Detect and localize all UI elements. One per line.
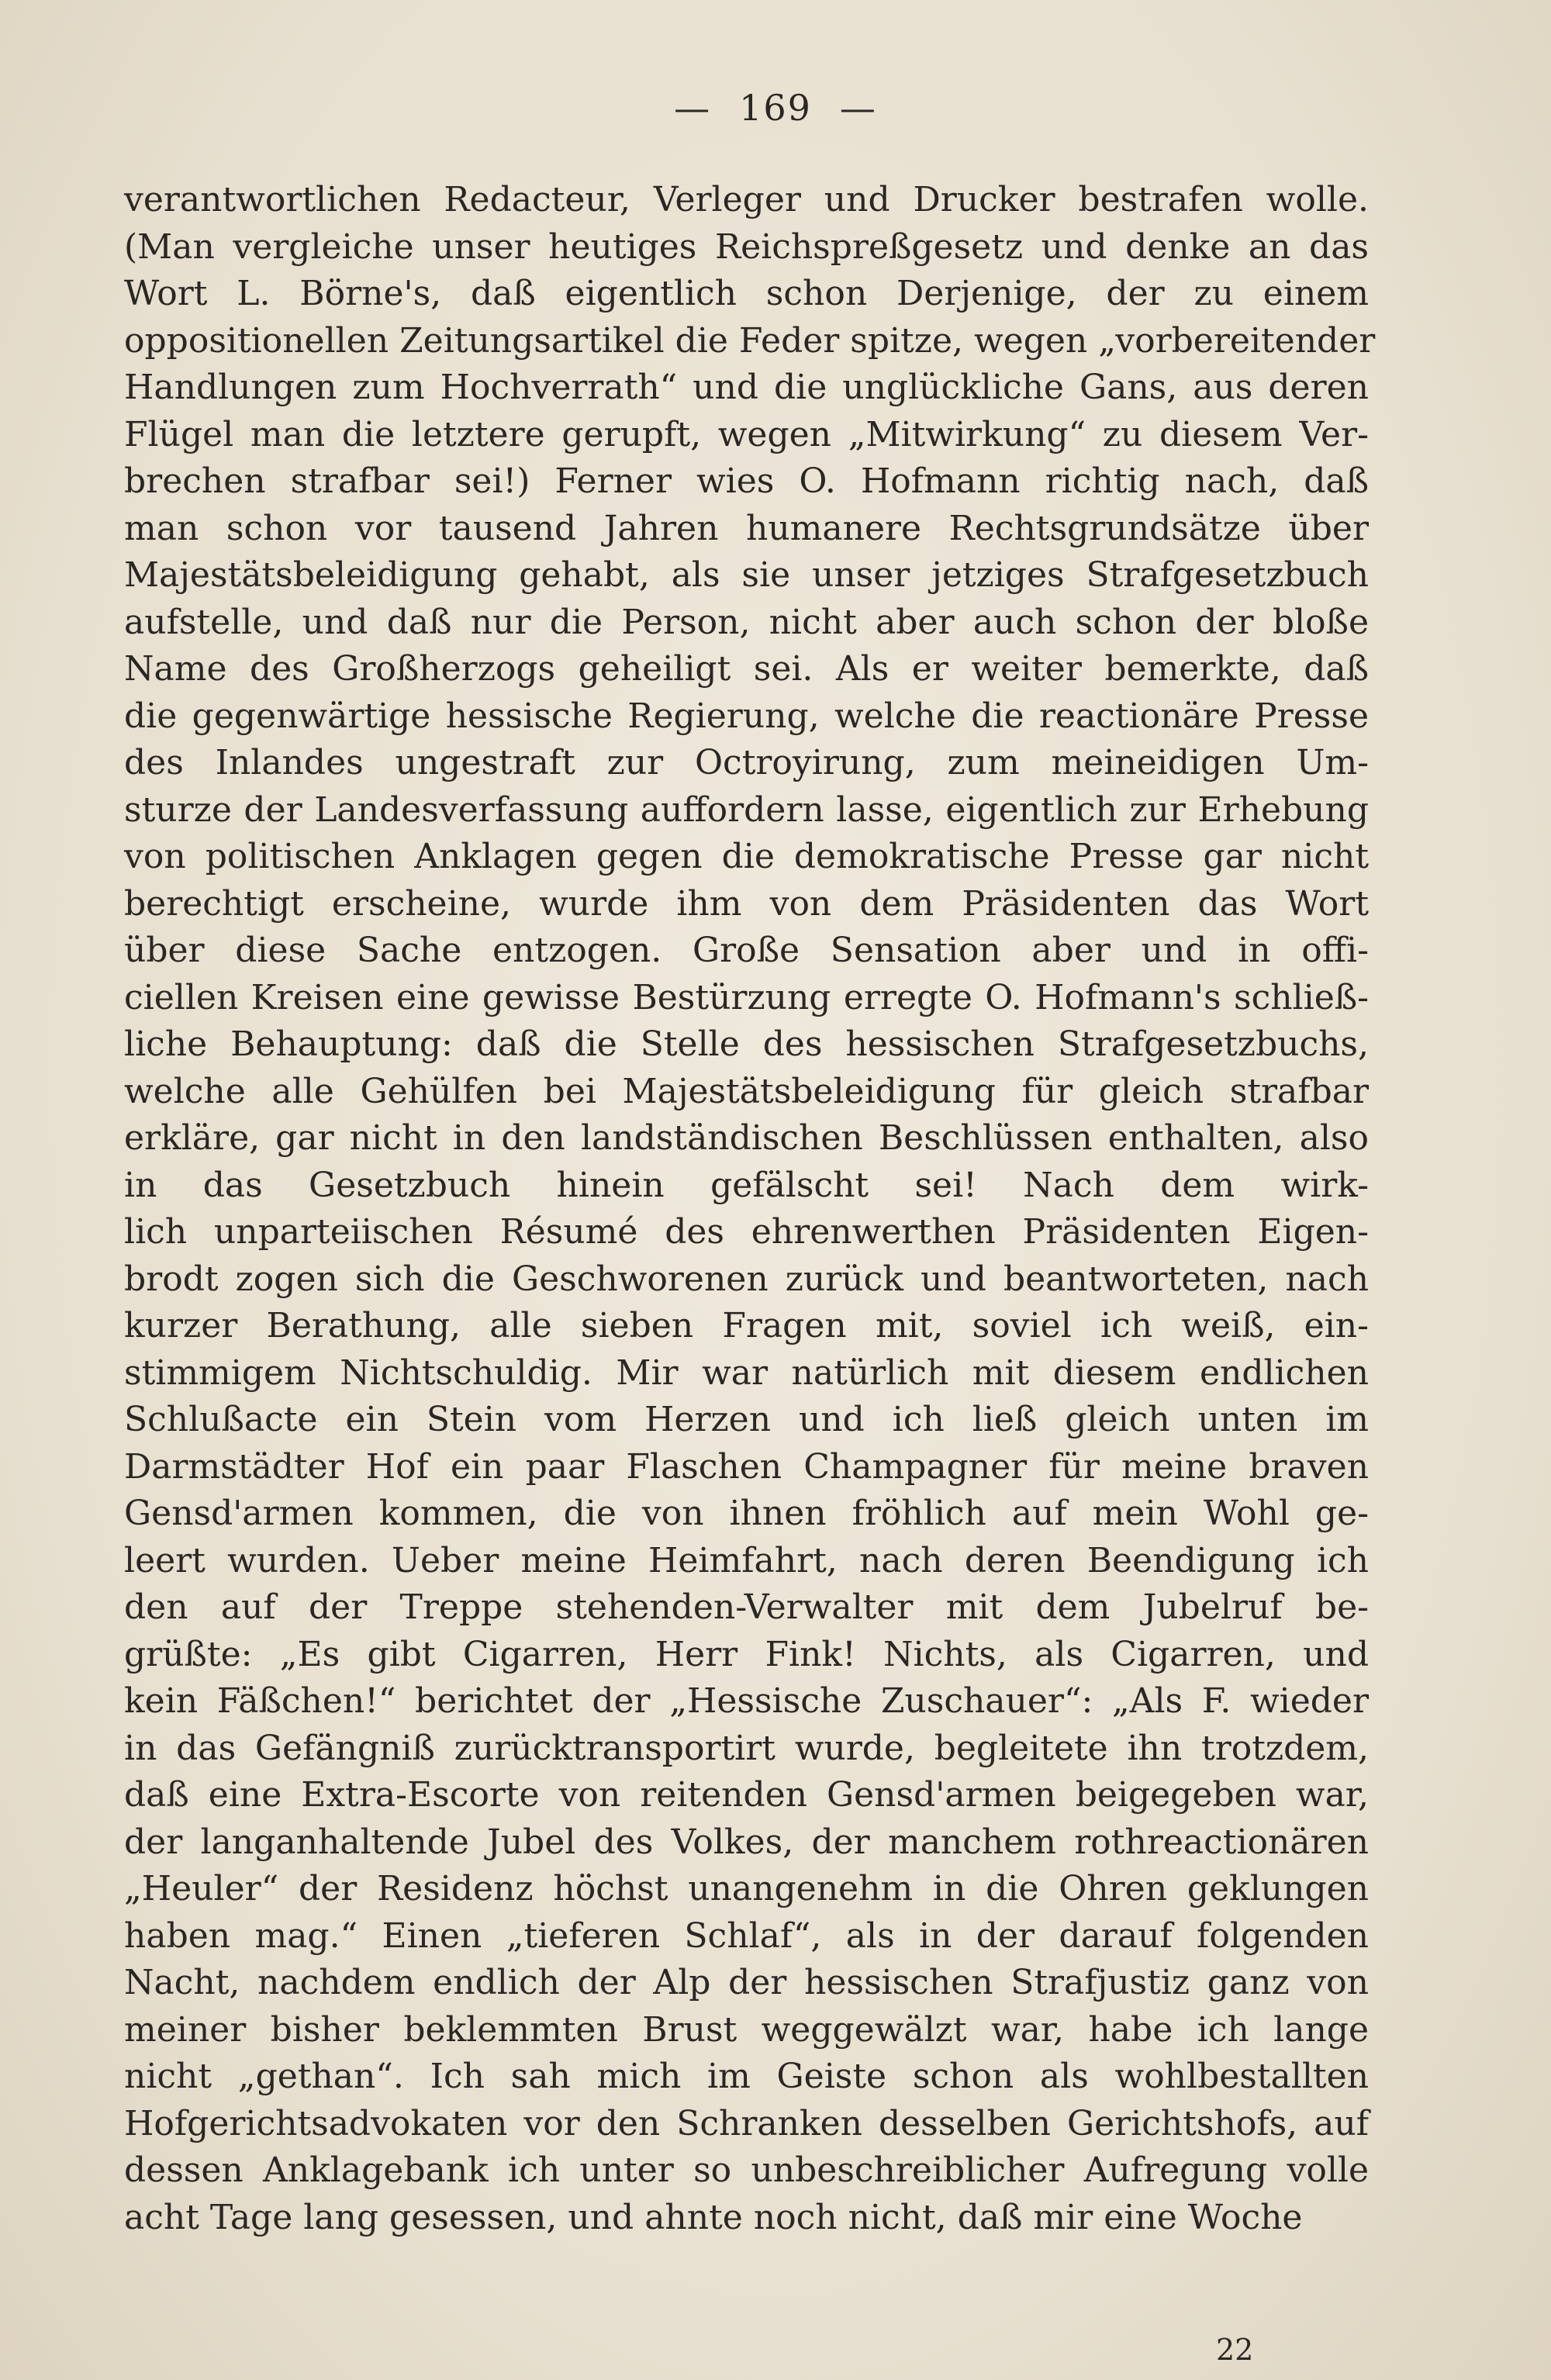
text-line: (Man vergleiche unser heutiges Reichspreßgesetz und denke an das <box>124 226 1369 267</box>
printer-signature-mark: 22 <box>1216 2333 1254 2367</box>
text-line: Name des Großherzogs geheiligt sei. Als er weiter bemerkte, daß <box>124 649 1369 689</box>
text-line: daß eine Extra-Escorte von reitenden Gensd'armen beigegeben war, <box>124 1775 1369 1815</box>
header-dash-right: — <box>839 87 877 129</box>
text-line: stimmigem Nichtschuldig. Mir war natürlich mit diesem endlichen <box>124 1352 1369 1393</box>
text-line: welche alle Gehülfen bei Majestätsbeleidigung für gleich strafbar <box>124 1071 1369 1111</box>
text-line: Wort L. Börne's, daß eigentlich schon Derjenige, der zu einem <box>124 274 1369 313</box>
text-line: Handlungen zum Hochverrath“ und die unglückliche Gans, aus deren <box>124 368 1369 407</box>
text-line: erkläre, gar nicht in den landständischen Beschlüssen enthalten, also <box>124 1118 1369 1158</box>
text-line: sturze der Landesverfassung auffordern lasse, eigentlich zur Erhebung <box>124 789 1369 830</box>
text-line: verantwortlichen Redacteur, Verleger und Drucker bestrafen wolle. <box>124 180 1369 219</box>
text-line: meiner bisher beklemmten Brust weggewälzt war, habe ich lange <box>124 2009 1369 2050</box>
text-line: von politischen Anklagen gegen die demokratische Presse gar nicht <box>124 837 1369 876</box>
text-line: Flügel man die letztere gerupft, wegen „Mitwirkung“ zu diesem Ver- <box>124 414 1369 454</box>
text-line: liche Behauptung: daß die Stelle des hessischen Strafgesetzbuchs, <box>124 1024 1369 1064</box>
text-line: Nacht, nachdem endlich der Alp der hessischen Strafjustiz ganz von <box>124 1963 1369 2002</box>
text-line: brodt zogen sich die Geschworenen zurück und beantworteten, nach <box>124 1259 1369 1299</box>
text-line: der langanhaltende Jubel des Volkes, der manchem rothreactionären <box>124 1822 1369 1862</box>
text-line: oppositionellen Zeitungsartikel die Feder spitze, wegen „vorbereitender <box>124 320 1376 361</box>
text-line: die gegenwärtige hessische Regierung, welche die reactionäre Presse <box>124 696 1369 736</box>
text-line: Hofgerichtsadvokaten vor den Schranken desselben Gerichtshofs, auf <box>124 2103 1369 2143</box>
header-dash-left: — <box>674 87 712 129</box>
text-line: den auf der Treppe stehenden-Verwalter mit dem Jubelruf be- <box>124 1587 1369 1627</box>
text-line: aufstelle, und daß nur die Person, nicht aber auch schon der bloße <box>124 602 1369 642</box>
text-line: in das Gesetzbuch hinein gefälscht sei! Nach dem wirk- <box>124 1165 1369 1205</box>
text-line: berechtigt erscheine, wurde ihm von dem Präsidenten das Wort <box>124 883 1369 924</box>
text-line: ciellen Kreisen eine gewisse Bestürzung erregte O. Hofmann's schließ- <box>124 977 1369 1017</box>
text-line: kein Fäßchen!“ berichtet der „Hessische Zuschauer“: „Als F. wieder <box>124 1681 1369 1721</box>
body-text <box>124 177 1376 2241</box>
text-line: über diese Sache entzogen. Große Sensation aber und in offi- <box>124 931 1369 970</box>
text-line: Gensd'armen kommen, die von ihnen fröhlich auf mein Wohl ge- <box>124 1494 1369 1533</box>
page-number: 169 <box>739 87 812 129</box>
text-line: Majestätsbeleidigung gehabt, als sie unser jetziges Strafgesetzbuch <box>124 555 1369 595</box>
text-line: brechen strafbar sei!) Ferner wies O. Hofmann richtig nach, daß <box>124 461 1369 501</box>
page-header <box>0 87 1551 129</box>
text-line: in das Gefängniß zurücktransportirt wurde, begleitete ihn trotzdem, <box>124 1728 1369 1768</box>
text-line: lich unparteiischen Résumé des ehrenwerthen Präsidenten Eigen- <box>124 1212 1369 1252</box>
text-line: haben mag.“ Einen „tieferen Schlaf“, als in der darauf folgenden <box>124 1915 1369 1956</box>
text-line: kurzer Berathung, alle sieben Fragen mit, soviel ich weiß, ein- <box>124 1306 1369 1345</box>
text-line: des Inlandes ungestraft zur Octroyirung, zum meineidigen Um- <box>124 743 1369 782</box>
text-line: grüßte: „Es gibt Cigarren, Herr Fink! Nichts, als Cigarren, und <box>124 1634 1369 1674</box>
text-line: „Heuler“ der Residenz höchst unangenehm in die Ohren geklungen <box>124 1869 1369 1908</box>
text-line: nicht „gethan“. Ich sah mich im Geiste schon als wohlbestallten <box>124 2057 1369 2096</box>
text-line: man schon vor tausend Jahren humanere Rechtsgrundsätze über <box>124 508 1369 548</box>
text-line: dessen Anklagebank ich unter so unbeschreiblicher Aufregung volle <box>124 2150 1369 2190</box>
text-line: leert wurden. Ueber meine Heimfahrt, nach deren Beendigung ich <box>124 1540 1369 1580</box>
text-line: Darmstädter Hof ein paar Flaschen Champagner für meine braven <box>124 1446 1369 1487</box>
text-line: acht Tage lang gesessen, und ahnte noch nicht, daß mir eine Woche <box>124 2197 1303 2237</box>
text-line: Schlußacte ein Stein vom Herzen und ich ließ gleich unten im <box>124 1400 1369 1439</box>
